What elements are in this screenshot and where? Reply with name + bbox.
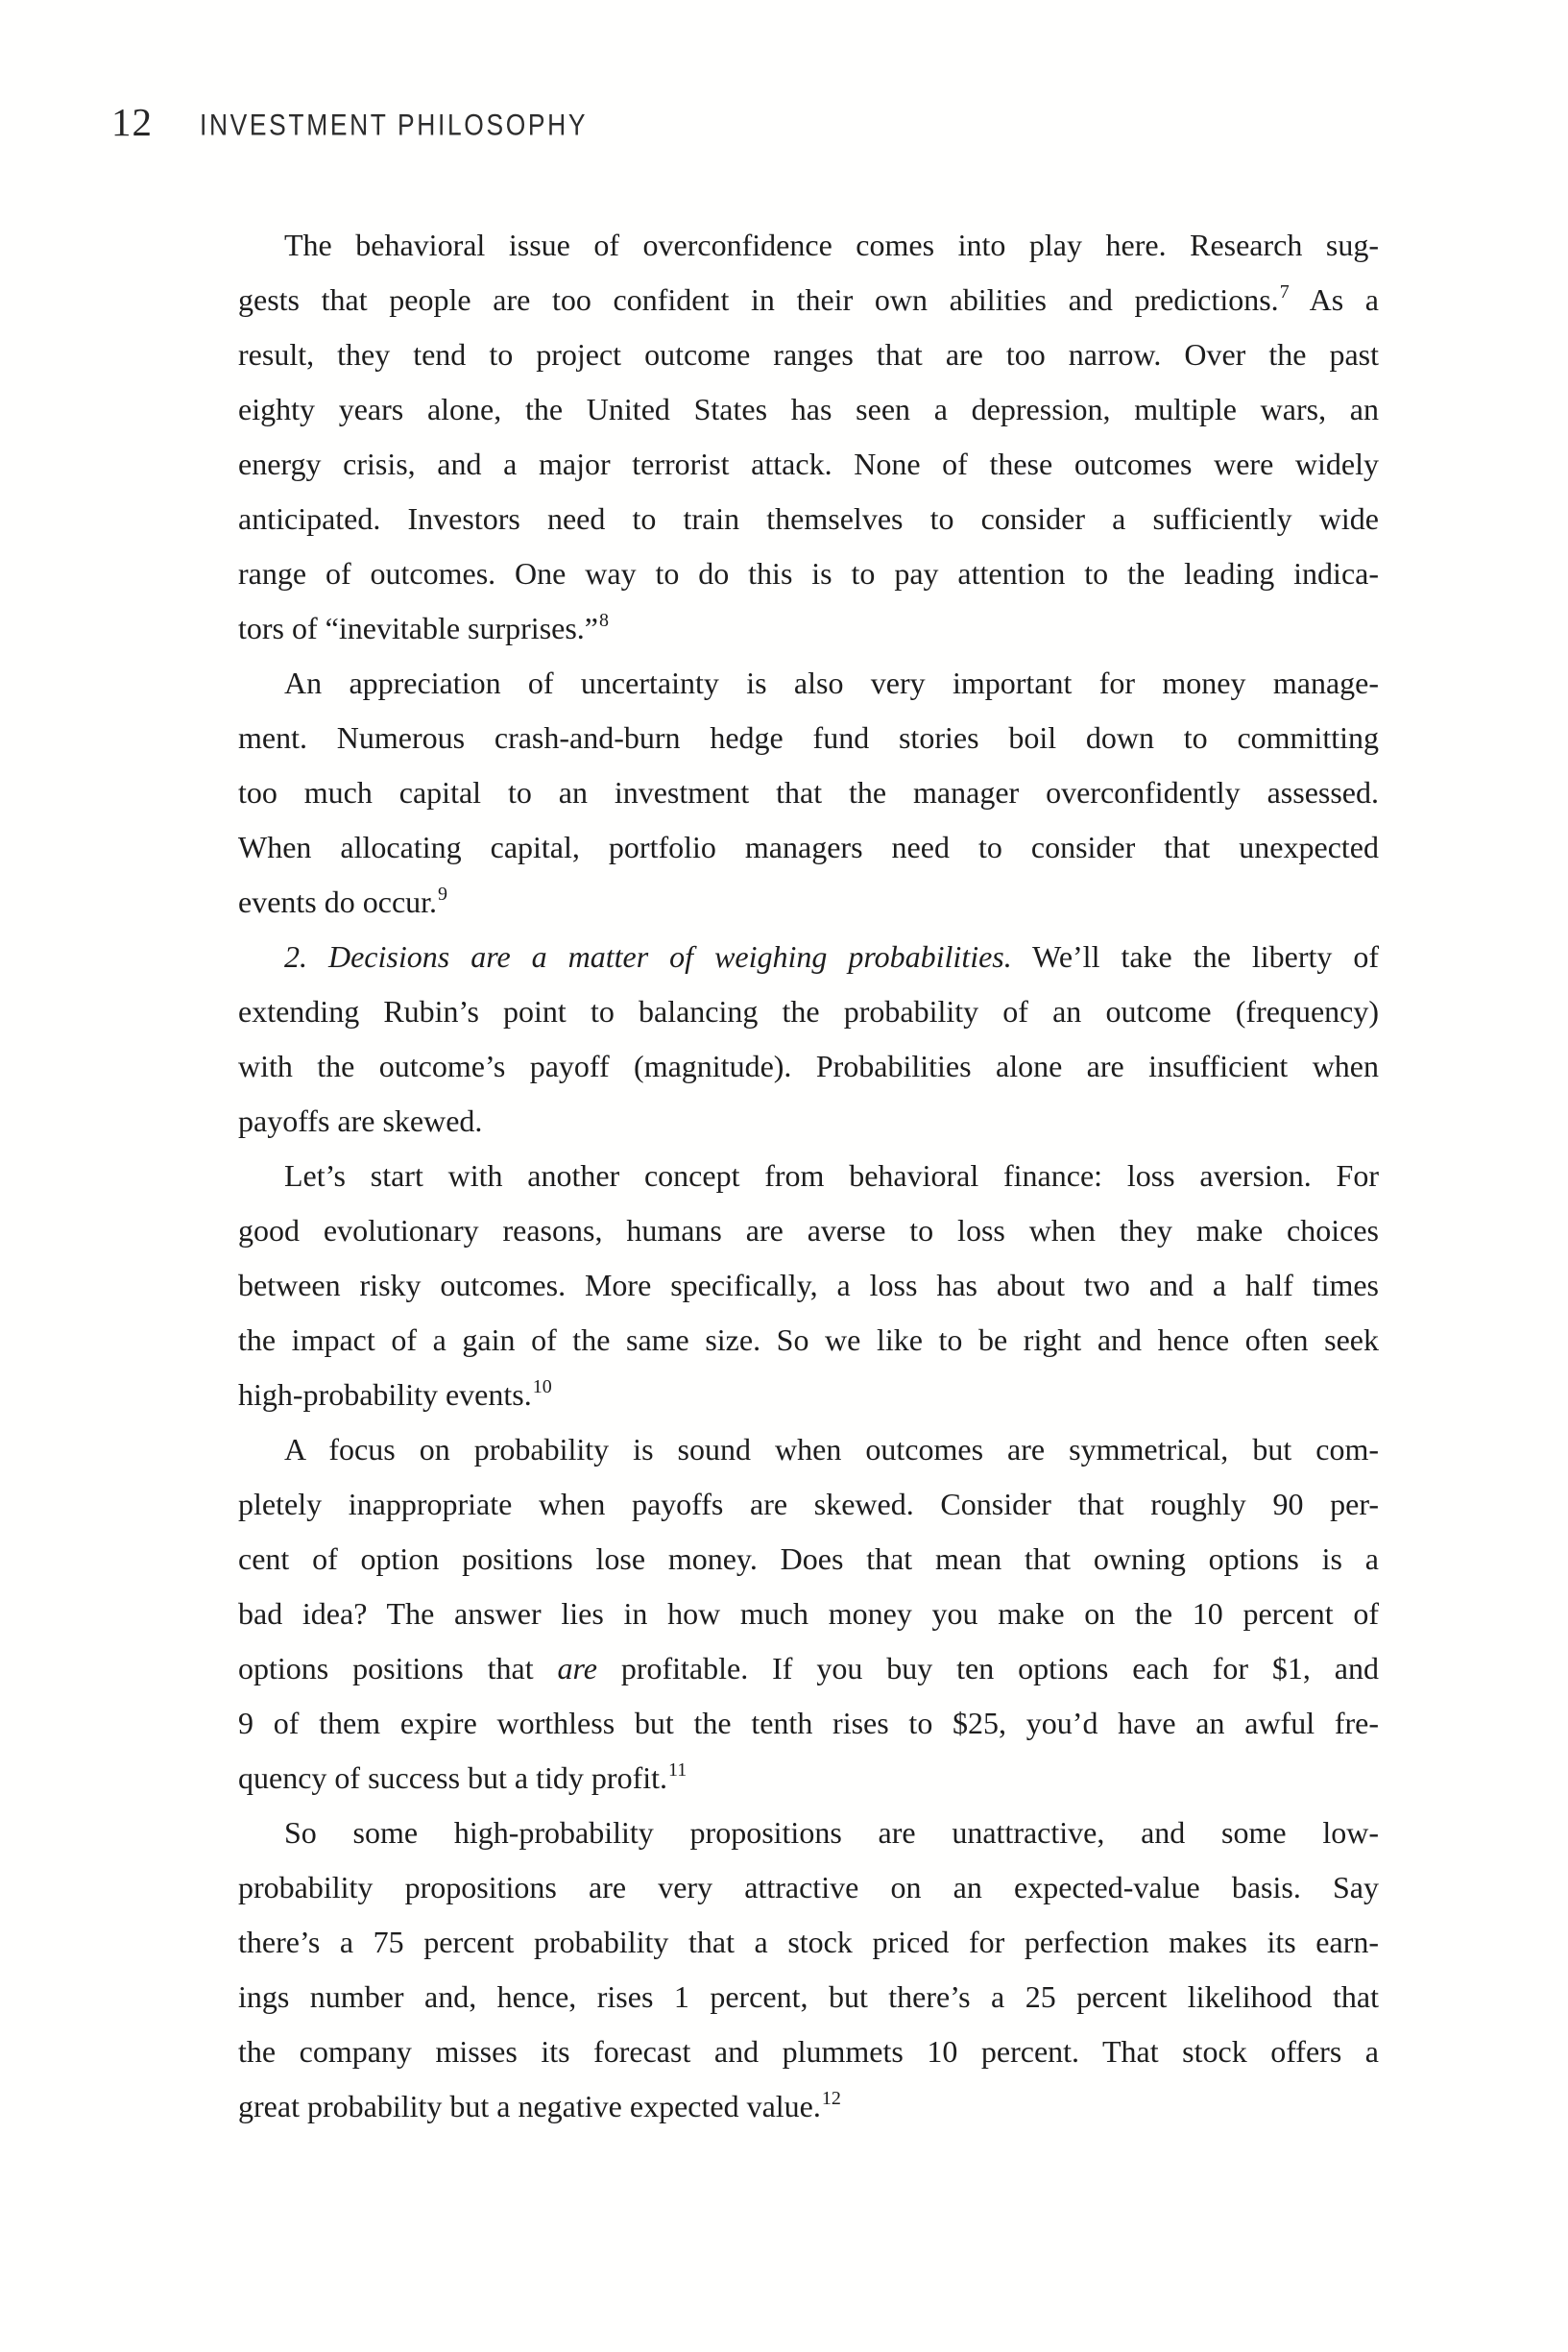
text-line: [238, 1641, 1379, 1696]
body-text: Let’s start with another concept from behavioral finance: loss aversion. For: [284, 1158, 1379, 1193]
body-text: options positions that: [238, 1651, 558, 1685]
text-line: [238, 273, 1379, 327]
footnote-reference: 7: [1279, 281, 1290, 303]
italic-text: 2. Decisions are a matter of weighing probabilities.: [284, 939, 1012, 974]
italic-text: are: [557, 1651, 597, 1685]
text-line: [238, 1751, 1379, 1806]
body-text: cent of option positions lose money. Does that mean that owning options is a: [238, 1541, 1379, 1576]
text-line: [238, 930, 1379, 984]
text-line: [238, 437, 1379, 492]
text-line: [238, 875, 1379, 930]
text-line: [238, 1422, 1379, 1477]
body-text: profitable. If you buy ten options each for $1, and: [596, 1651, 1379, 1685]
footnote-reference: 12: [821, 2088, 841, 2109]
text-line: [238, 711, 1379, 765]
page-body: [238, 218, 1379, 2134]
body-text: between risky outcomes. More specifically, a loss has about two and a half times: [238, 1268, 1379, 1302]
text-line: [238, 492, 1379, 546]
text-line: [238, 765, 1379, 820]
text-line: [238, 1915, 1379, 1970]
text-line: [238, 820, 1379, 875]
body-text: pletely inappropriate when payoffs are skewed. Consider that roughly 90 per-: [238, 1487, 1379, 1521]
text-line: [238, 218, 1379, 273]
footnote-reference: 11: [668, 1759, 688, 1781]
body-text: events do occur.: [238, 885, 438, 919]
body-text: 9 of them expire worthless but the tenth rises to $25, you’d have an awful fre-: [238, 1706, 1379, 1740]
body-text: An appreciation of uncertainty is also very important for money manage-: [284, 666, 1379, 700]
text-line: [238, 1970, 1379, 2025]
text-line: [238, 1532, 1379, 1587]
body-text: with the outcome’s payoff (magnitude). Probabilities alone are insufficient when: [238, 1049, 1379, 1083]
body-text: result, they tend to project outcome ranges that are too narrow. Over the past: [238, 337, 1379, 372]
text-line: [238, 327, 1379, 382]
page-number: 12: [111, 100, 153, 144]
text-line: [238, 382, 1379, 437]
footnote-reference: 10: [532, 1376, 552, 1397]
body-text: The behavioral issue of overconfidence comes into play here. Research sug-: [284, 228, 1379, 262]
paragraph: [238, 218, 1379, 656]
body-text: ment. Numerous crash-and-burn hedge fund stories boil down to committing: [238, 720, 1379, 755]
body-text: quency of success but a tidy profit.: [238, 1760, 667, 1795]
body-text: A focus on probability is sound when outcomes are symmetrical, but com-: [284, 1432, 1379, 1467]
body-text: the impact of a gain of the same size. So we like to be right and hence often seek: [238, 1322, 1379, 1357]
text-line: [238, 1149, 1379, 1203]
running-head: [111, 99, 640, 145]
body-text: extending Rubin’s point to balancing the probability of an outcome (frequency): [238, 994, 1379, 1029]
text-line: [238, 1258, 1379, 1313]
text-line: [238, 1806, 1379, 1860]
body-text: there’s a 75 percent probability that a stock priced for perfection makes its earn-: [238, 1925, 1379, 1959]
body-text: payoffs are skewed.: [238, 1103, 483, 1138]
body-text: high-probability events.: [238, 1377, 532, 1412]
text-line: [238, 656, 1379, 711]
body-text: energy crisis, and a major terrorist attack. None of these outcomes were widely: [238, 447, 1379, 481]
body-text: ings number and, hence, rises 1 percent, but there’s a 25 percent likelihood that: [238, 1979, 1379, 2014]
text-line: [238, 1860, 1379, 1915]
paragraph: [238, 1806, 1379, 2134]
body-text: tors of “inevitable surprises.”: [238, 611, 598, 645]
body-text: eighty years alone, the United States has seen a depression, multiple wars, an: [238, 392, 1379, 426]
body-text: probability propositions are very attractive on an expected-value basis. Say: [238, 1870, 1379, 1904]
paragraph: [238, 1422, 1379, 1806]
body-text: too much capital to an investment that the manager overconfidently assessed.: [238, 775, 1379, 810]
body-text: anticipated. Investors need to train themselves to consider a sufficiently wide: [238, 501, 1379, 536]
paragraph: [238, 656, 1379, 930]
text-line: [238, 1313, 1379, 1368]
text-line: [238, 1477, 1379, 1532]
text-line: [238, 1368, 1379, 1422]
text-line: [238, 2079, 1379, 2134]
body-text: So some high-probability propositions are unattractive, and some low-: [284, 1815, 1379, 1850]
text-line: [238, 546, 1379, 601]
body-text: bad idea? The answer lies in how much money you make on the 10 percent of: [238, 1596, 1379, 1631]
body-text: When allocating capital, portfolio managers need to consider that unexpected: [238, 830, 1379, 864]
body-text: great probability but a negative expected value.: [238, 2089, 821, 2123]
text-line: [238, 1203, 1379, 1258]
text-line: [238, 1094, 1379, 1149]
text-line: [238, 984, 1379, 1039]
chapter-title: INVESTMENT PHILOSOPHY: [200, 108, 589, 142]
paragraph: [238, 930, 1379, 1149]
body-text: good evolutionary reasons, humans are averse to loss when they make choices: [238, 1213, 1379, 1248]
body-text: We’ll take the liberty of: [1011, 939, 1380, 974]
body-text: range of outcomes. One way to do this is to pay attention to the leading indica-: [238, 556, 1379, 591]
footnote-reference: 8: [599, 610, 609, 631]
footnote-reference: 9: [438, 884, 448, 905]
paragraph: [238, 1149, 1379, 1422]
body-text: gests that people are too confident in their own abilities and predictions.: [238, 282, 1279, 317]
body-text: the company misses its forecast and plummets 10 percent. That stock offers a: [238, 2034, 1379, 2069]
body-text: As a: [1289, 282, 1380, 317]
text-line: [238, 601, 1379, 656]
text-line: [238, 1587, 1379, 1641]
text-line: [238, 1039, 1379, 1094]
text-line: [238, 2025, 1379, 2079]
text-line: [238, 1696, 1379, 1751]
